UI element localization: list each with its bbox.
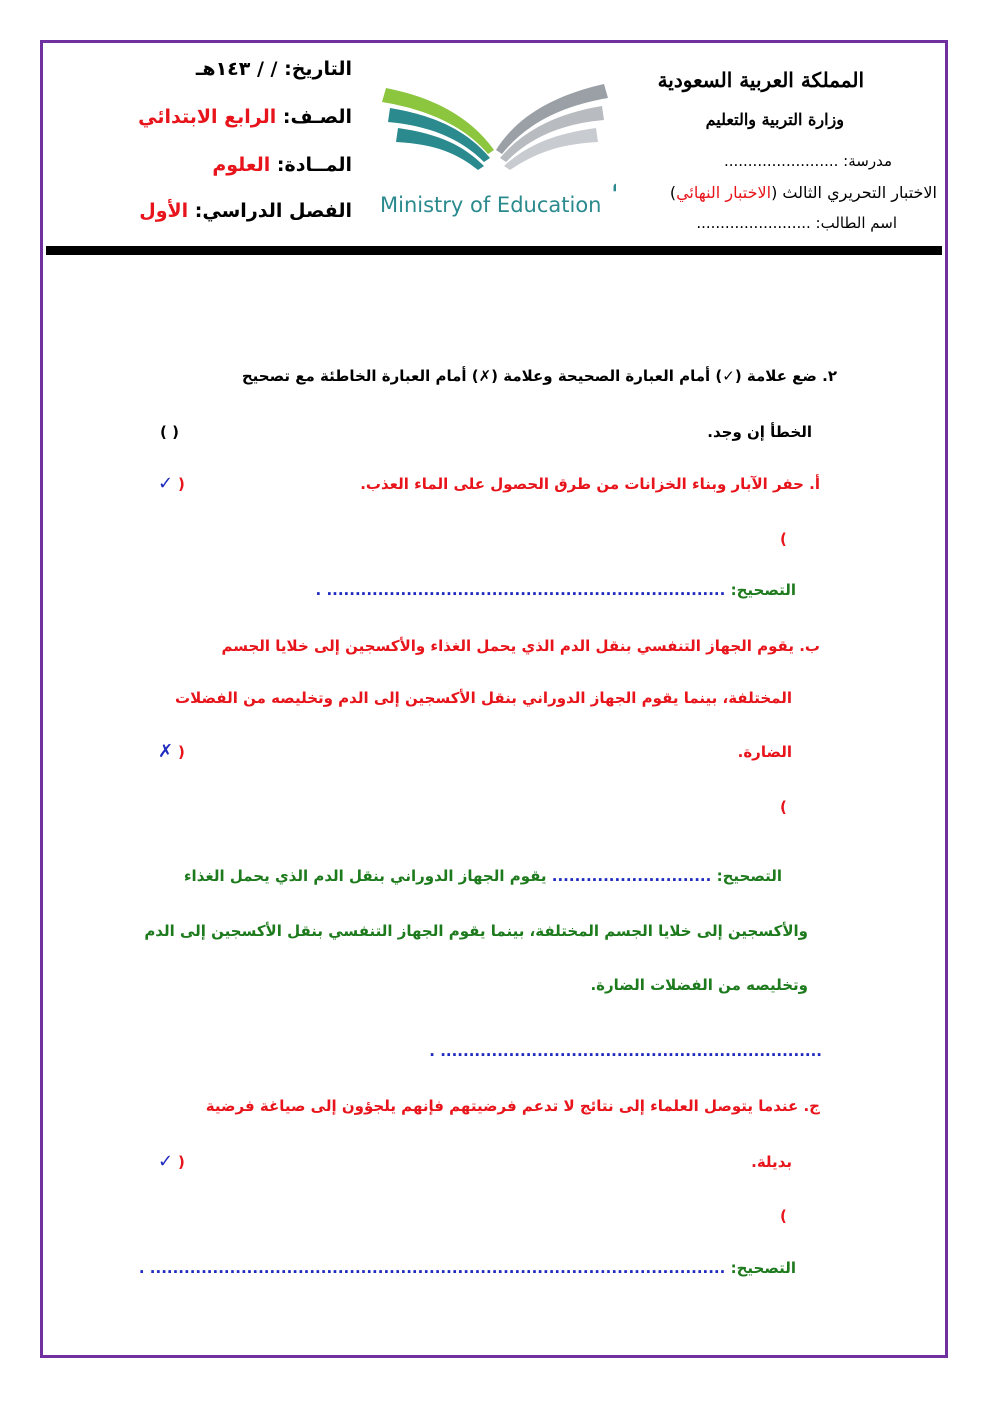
item-c-open-paren: ( (178, 1153, 185, 1171)
item-c-statement-1 (206, 1097, 820, 1115)
subject-value: العلوم (212, 154, 271, 176)
date-line (196, 58, 352, 80)
term-line (139, 200, 352, 222)
item-b-correction-label: التصحيح: (716, 867, 782, 885)
instruction-line-2: الخطأ إن وجد. (707, 423, 812, 441)
student-dots: ........................ (696, 214, 811, 232)
grade-value: الرابع الابتدائي (138, 106, 277, 128)
item-a-text: حفر الآبار وبناء الخزانات من طرق الحصول على الماء العذب. (360, 475, 804, 493)
svg-text:Ministry of Education: Ministry of Education (380, 193, 602, 217)
item-b-letter: ب. (799, 637, 820, 655)
grade-line (138, 106, 352, 128)
item-a-mark: ✓ (158, 473, 174, 494)
item-a-statement (360, 475, 820, 493)
question-number: ٢. (822, 367, 837, 385)
term-label: الفصل الدراسي: (194, 200, 352, 222)
ministry-title: وزارة التربية والتعليم (705, 110, 844, 129)
item-a-correction-label: التصحيح: (730, 581, 796, 599)
exam-suffix: ) (669, 183, 677, 202)
date-value: / / ١٤٣هـ (195, 58, 278, 80)
item-b-statement-1 (221, 637, 820, 655)
item-c-correction (139, 1259, 796, 1277)
exam-title (670, 183, 937, 202)
ministry-logo (376, 58, 616, 218)
school-label: مدرسة: (843, 152, 892, 170)
term-value: الأول (139, 200, 189, 222)
item-a-correction-dots: ...................................................................... . (315, 581, 726, 599)
item-b-close-paren: ) (780, 798, 787, 816)
grade-label: الصـف: (282, 106, 352, 128)
kingdom-title: المملكة العربية السعودية (657, 68, 864, 92)
exam-highlight: الاختبار النهائي (676, 183, 772, 202)
instruction-line-1: ضع علامة (✓) أمام العبارة الصحيحة وعلامة (✗) أمام العبارة الخاطئة مع تصحيح (241, 367, 817, 385)
student-label: اسم الطالب: (815, 214, 897, 232)
item-a-letter: أ. (809, 475, 820, 493)
item-b-correction-line-1: يقوم الجهاز الدوراني بنقل الدم الذي يحمل الغذاء (183, 867, 547, 885)
svg-text:وزارة التربية والتعليم (612, 167, 616, 192)
subject-label: المــادة: (276, 154, 352, 176)
item-c-line-1: عندما يتوصل العلماء إلى نتائج لا تدعم فرضيتهم فإنهم يلجؤون إلى صياغة فرضية (205, 1097, 799, 1115)
subject-line (212, 154, 352, 176)
item-b-mark: ✗ (158, 741, 174, 762)
school-dots: ........................ (723, 152, 839, 170)
item-b-open-paren: ( (178, 743, 185, 761)
school-line (724, 152, 892, 170)
item-c-mark: ✓ (158, 1151, 174, 1172)
question-instruction (242, 367, 837, 385)
item-c-line-2: بديلة. (751, 1153, 792, 1171)
exam-prefix: الاختبار التحريري الثالث ( (771, 183, 937, 202)
date-label: التاريخ: (284, 58, 352, 80)
item-a-open-paren: ( (178, 475, 185, 493)
item-b-line-2: المختلفة، بينما يقوم الجهاز الدوراني بنقل الأكسجين إلى الدم وتخليصه من الفضلات (175, 689, 792, 707)
item-b-line-1: يقوم الجهاز التنفسي بنقل الدم الذي يحمل الغذاء والأكسجين إلى خلايا الجسم (221, 637, 794, 655)
student-line (696, 214, 897, 232)
item-b-correction-line-2: والأكسجين إلى خلايا الجسم المختلفة، بينما يقوم الجهاز التنفسي بنقل الأكسجين إلى الدم (144, 922, 808, 940)
item-b-correction-line-3: وتخليصه من الفضلات الضارة. (590, 976, 808, 994)
item-c-correction-dots: ..................................................................................................... . (138, 1259, 726, 1277)
item-b-correction-dots: ............................ (551, 867, 712, 885)
item-b-line-3: الضارة. (737, 743, 792, 761)
item-b-correction (184, 867, 782, 885)
instruction-paren: ( ) (160, 423, 179, 441)
item-c-letter: ج. (803, 1097, 820, 1115)
logo-book-icon (376, 58, 616, 218)
item-c-correction-label: التصحيح: (730, 1259, 796, 1277)
header-divider (46, 246, 942, 255)
item-b-extra-dots: ................................................................... . (429, 1042, 822, 1060)
item-a-close-paren: ) (780, 530, 787, 548)
item-c-close-paren: ) (780, 1207, 787, 1225)
item-a-correction (316, 581, 796, 599)
